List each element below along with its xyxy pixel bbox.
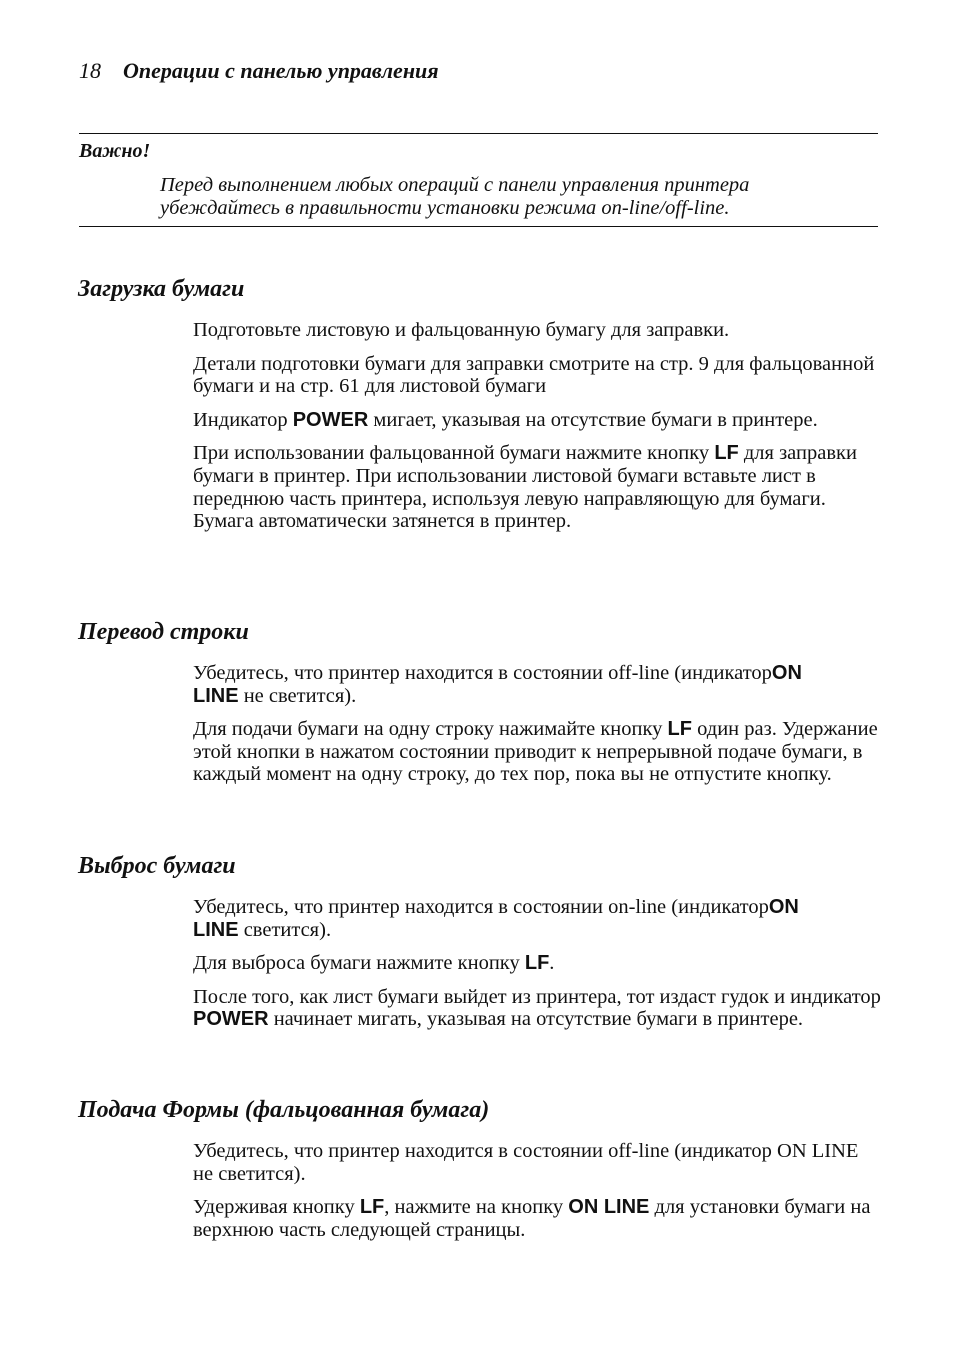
lf-button-label: LF bbox=[359, 1196, 385, 1219]
paragraph: При использовании фальцованной бумаги нажмите кнопку LF для заправки бумаги в принтер. При использовании листовой бумаги вставьте лист в переднюю часть принтера, используя левую направляющую для бумаги. Бумага автоматически затянется в принтер. bbox=[193, 442, 857, 533]
section-body-line-feed bbox=[193, 662, 883, 797]
lf-button-label: LF bbox=[524, 952, 550, 975]
section-body-form-feed bbox=[193, 1140, 883, 1252]
line-label: LINE bbox=[193, 684, 239, 707]
lf-button-label: LF bbox=[714, 442, 739, 465]
section-heading-form-feed: Подача Формы (фальцованная бумага) bbox=[78, 1097, 490, 1123]
power-button-label: POWER bbox=[193, 1008, 269, 1031]
paragraph: Убедитесь, что принтер находится в состоянии on-line (индикаторON LINE светится). bbox=[193, 896, 799, 941]
section-body-paper-loading bbox=[193, 319, 883, 544]
important-label: Важно! bbox=[79, 140, 151, 162]
section-heading-paper-loading: Загрузка бумаги bbox=[78, 276, 245, 302]
section-heading-paper-eject: Выброс бумаги bbox=[78, 853, 236, 879]
line-label: LINE bbox=[193, 918, 239, 941]
paragraph: Детали подготовки бумаги для заправки смотрите на стр. 9 для фальцованной бумаги и на стр. 61 для листовой бумаги bbox=[193, 352, 875, 398]
on-label: ON bbox=[768, 896, 799, 918]
header-title: Операции с панелью управления bbox=[123, 58, 439, 83]
paragraph: Для выброса бумаги нажмите кнопку LF. bbox=[193, 952, 555, 975]
section-heading-line-feed: Перевод строки bbox=[78, 619, 249, 645]
important-notice bbox=[79, 133, 878, 227]
paragraph: Подготовьте листовую и фальцованную бумагу для заправки. bbox=[193, 319, 730, 341]
paragraph: Удерживая кнопку LF, нажмите на кнопку ON LINE для установки бумаги на верхнюю часть следующей страницы. bbox=[193, 1196, 871, 1241]
on-label: ON bbox=[771, 662, 802, 684]
paragraph: Для подачи бумаги на одну строку нажимайте кнопку LF один раз. Удержание этой кнопки в нажатом состоянии приводит к непрерывной подаче бумаги, в каждый момент на одну строку, до тех пор, пока вы не отпустите кнопку. bbox=[193, 718, 878, 786]
section-body-paper-eject bbox=[193, 896, 883, 1042]
lf-button-label: LF bbox=[667, 718, 692, 741]
page-number: 18 bbox=[79, 58, 101, 83]
page-header bbox=[79, 58, 439, 84]
on-line-button-label: ON LINE bbox=[568, 1196, 650, 1219]
power-button-label: POWER bbox=[292, 408, 369, 431]
paragraph: Убедитесь, что принтер находится в состоянии off-line (индикатор ON LINE не светится). bbox=[193, 1140, 859, 1185]
paragraph: Индикатор POWER мигает, указывая на отсутствие бумаги в принтере. bbox=[193, 408, 818, 431]
paragraph: После того, как лист бумаги выйдет из принтера, тот издаст гудок и индикатор POWER начинает мигать, указывая на отсутствие бумаги в принтере. bbox=[193, 985, 881, 1031]
paragraph: Убедитесь, что принтер находится в состоянии off-line (индикаторON LINE не светится). bbox=[193, 662, 802, 707]
important-text: Перед выполнением любых операций с панели управления принтера убеждайтесь в правильности установки режима on-line/off-line. bbox=[160, 174, 750, 219]
